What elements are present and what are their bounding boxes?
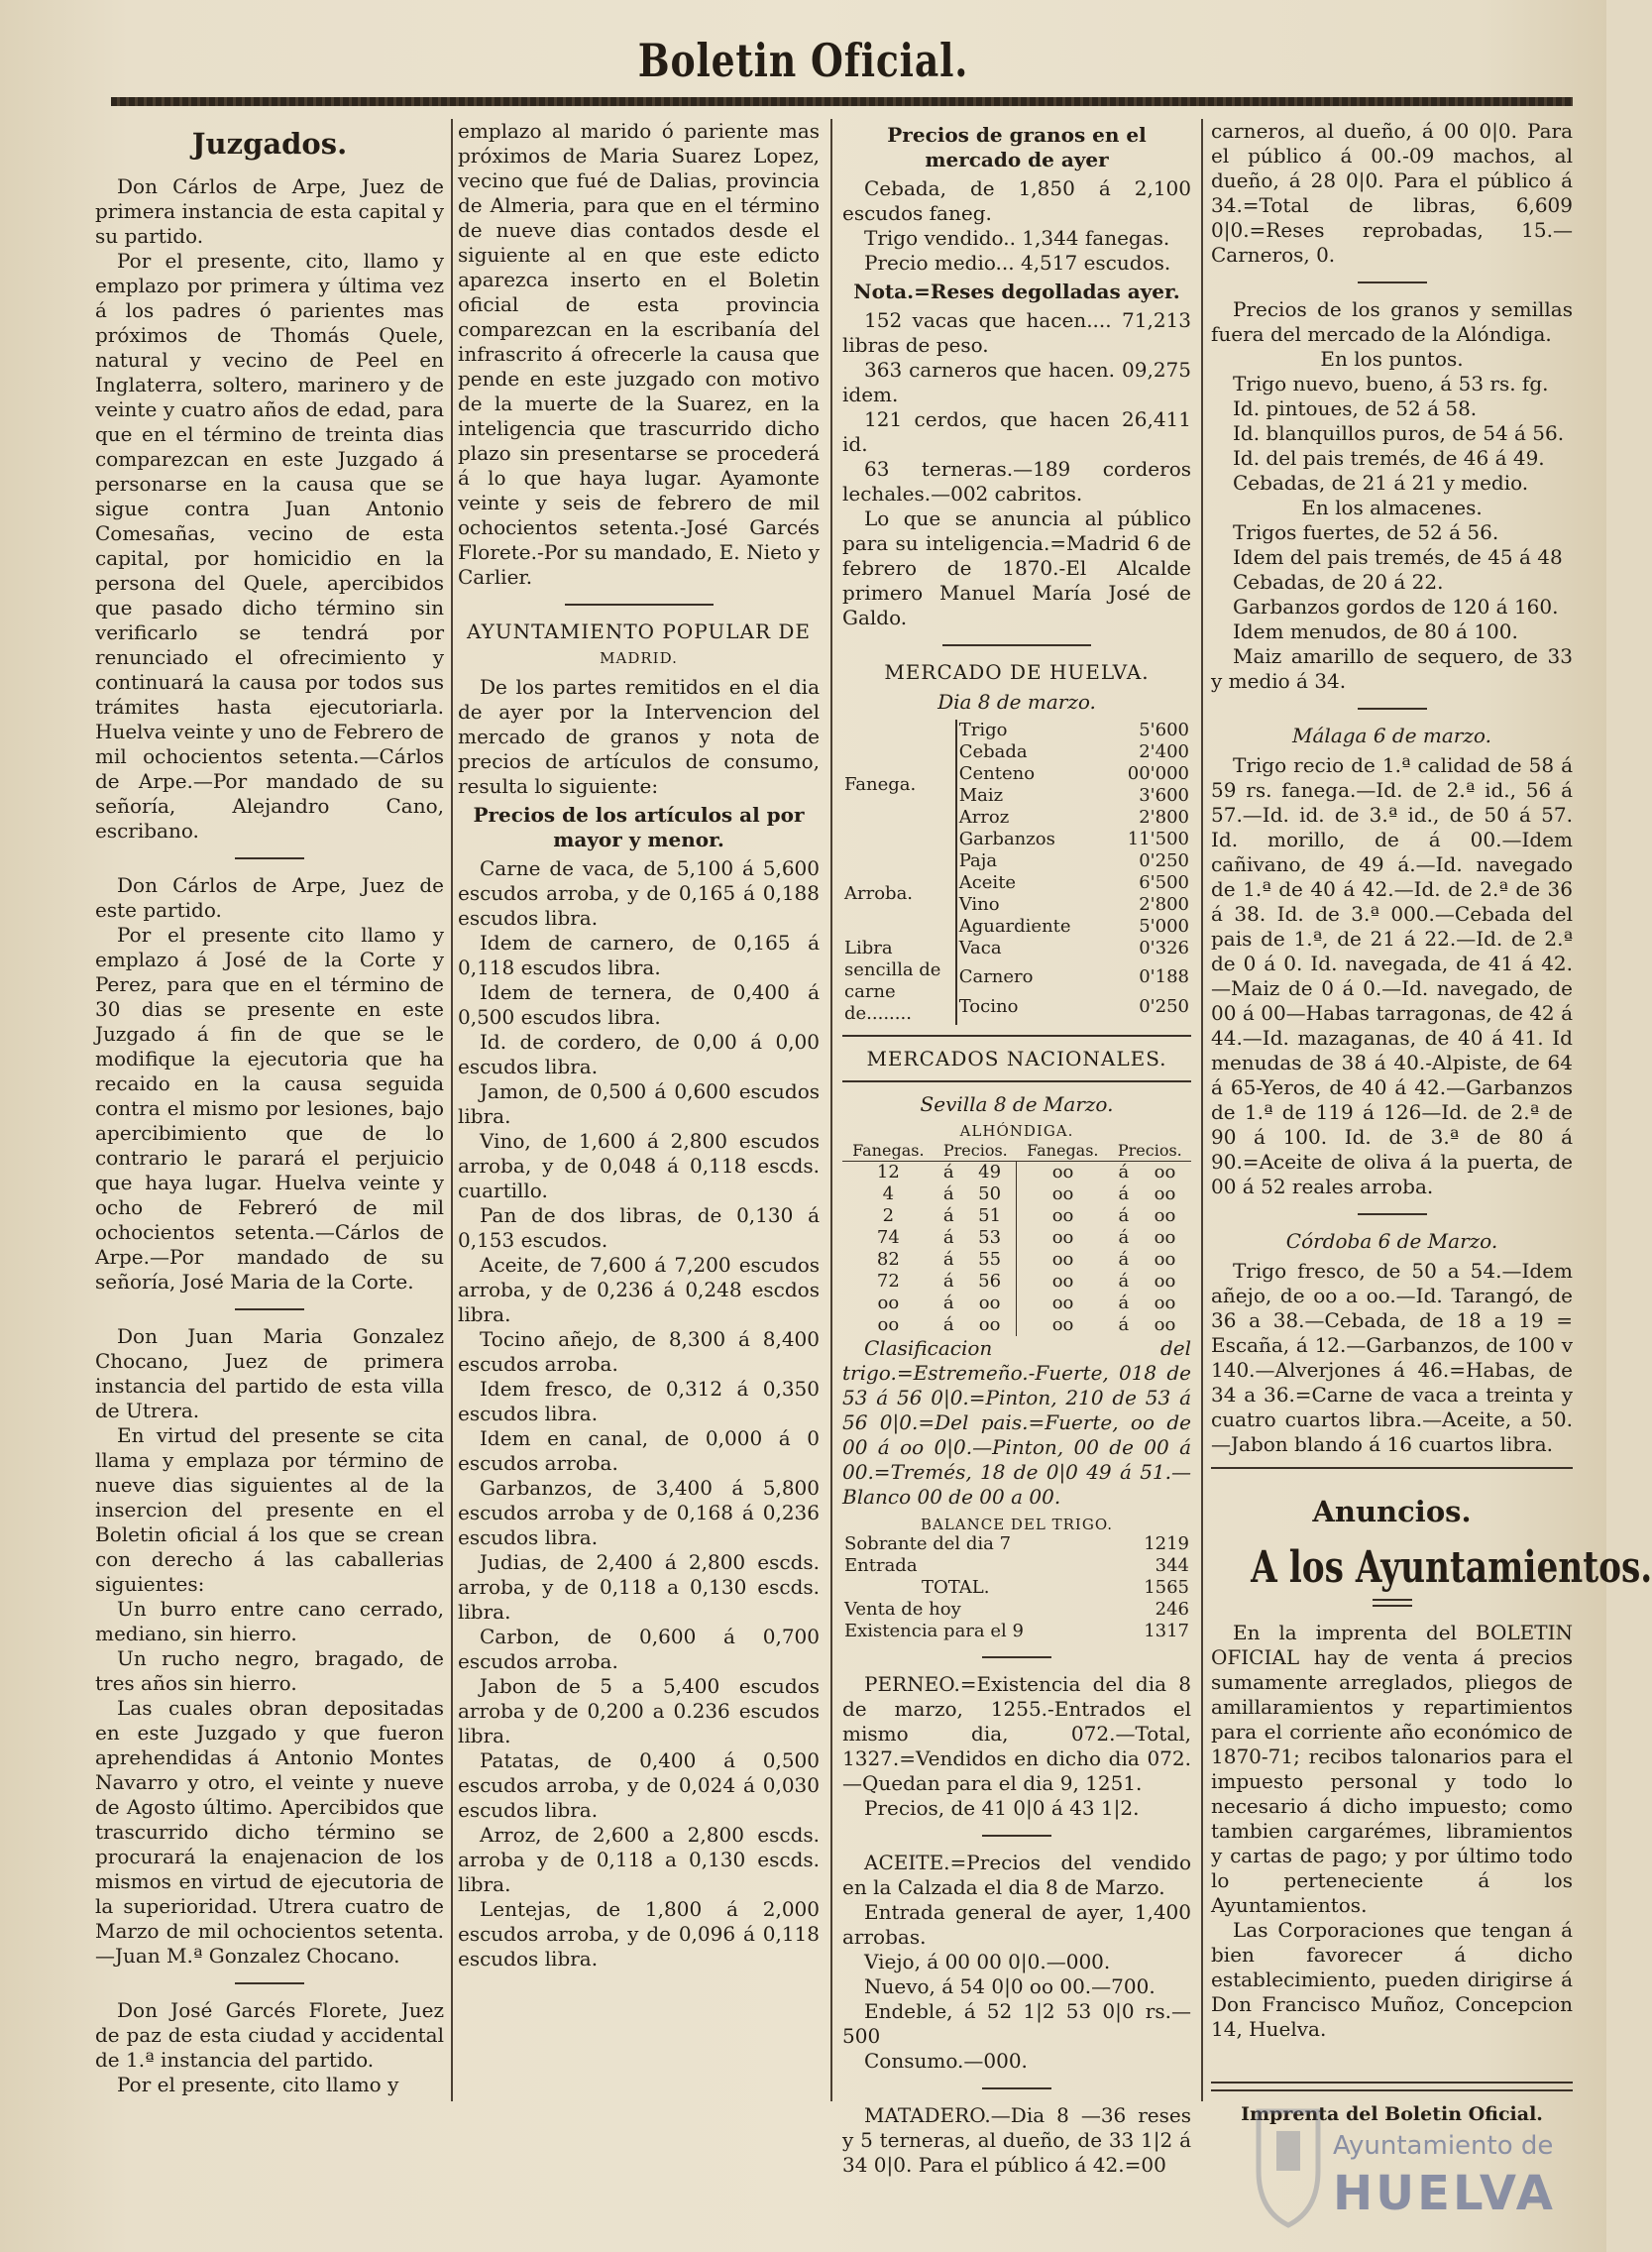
- alhondiga-cell: á: [1118, 1314, 1130, 1335]
- balance-value: 1565: [1144, 1577, 1189, 1598]
- ayuntamiento-intro: De los partes remitidos en el dia de ayer por la Intervencion del mercado de granos y nota de precios de artículos de consumo, resulta lo siguiente:: [458, 675, 820, 798]
- alhondiga-cell: oo: [1154, 1271, 1176, 1292]
- aceite-item: Endeble, á 52 1|2 53 0|0 rs.—500: [842, 1999, 1191, 2048]
- alhondiga-cell: oo: [1154, 1314, 1176, 1335]
- alhondiga-cell: á: [1118, 1162, 1130, 1182]
- price-line: Idem del pais tremés, de 45 á 48: [1233, 545, 1563, 569]
- huelva-market-heading: MERCADO DE HUELVA.: [884, 660, 1150, 684]
- alhondiga-cell: 49: [978, 1162, 1002, 1182]
- market-price: 11'500: [1127, 829, 1189, 849]
- market-item: Aceite: [956, 872, 1090, 894]
- balance-heading: BALANCE DEL TRIGO.: [920, 1516, 1114, 1533]
- price-list: [458, 856, 820, 1971]
- market-price: 0'250: [1139, 995, 1189, 1017]
- balance-row: [842, 1555, 1191, 1577]
- edict-4-body: Por el presente, cito llamo y: [117, 2073, 399, 2096]
- alhondiga-cell: á: [942, 1183, 954, 1204]
- almacenes-list: [1211, 520, 1573, 694]
- alhondiga-row: [842, 1271, 1191, 1293]
- divider: [842, 1080, 1191, 1082]
- alhondiga-cell: á: [1118, 1271, 1130, 1292]
- market-item: Paja: [956, 850, 1090, 872]
- market-item: Arroz: [956, 807, 1090, 829]
- alh-header: Fanegas.: [1017, 1140, 1109, 1162]
- alhondiga-cell: 53: [978, 1227, 1002, 1248]
- divider: [1358, 1213, 1427, 1215]
- cordoba-date: Córdoba 6 de Marzo.: [1285, 1229, 1498, 1253]
- alhondiga-cell: 55: [978, 1249, 1002, 1270]
- price-line: Id. pintoues, de 52 á 58.: [1233, 396, 1478, 420]
- balance-value: 246: [1155, 1599, 1189, 1620]
- column-divider: [1201, 119, 1203, 2101]
- alhondiga-cell: oo: [877, 1314, 900, 1335]
- ayuntamiento-city: MADRID.: [600, 649, 678, 667]
- divider: [842, 1035, 1191, 1037]
- market-unit: Arroba.: [844, 883, 914, 904]
- alhondiga-cell: 50: [978, 1183, 1002, 1204]
- alhondiga-cell: á: [942, 1205, 954, 1226]
- divider: [565, 604, 714, 606]
- price-item: Idem en canal, de 0,000 á 0 escudos arroba.: [458, 1426, 820, 1475]
- alh-header: Precios.: [935, 1140, 1017, 1162]
- price-item: Lentejas, de 1,800 á 2,000 escudos arroba, y de 0,096 á 0,118 escudos libra.: [458, 1897, 820, 1970]
- edict-3-body: En virtud del presente se cita llama y emplaza por término de nueve dias siguientes al de la insercion del presente en el Boletin oficial á los que se crean con derecho á las caballerias siguientes:: [95, 1423, 444, 1596]
- price-item: Idem fresco, de 0,312 á 0,350 escudos libra.: [458, 1377, 820, 1425]
- market-row: [842, 720, 1191, 741]
- edict-2-heading: Don Cárlos de Arpe, Juez de este partido.: [95, 873, 444, 922]
- price-line: Idem menudos, de 80 á 100.: [1233, 619, 1518, 643]
- edict-1-body: Por el presente, cito, llamo y emplazo por primera y última vez á los padres ó parientes mas próximos de Thomás Quele, natural y vecino de Peel en Inglaterra, soltero, marinero y de veinte y cuatro años de edad, para que en el término de treinta dias comparezcan en este Juzgado á personarse en la causa que se sigue contra Juan Antonio Comesañas, vecino de esta capital, por homicidio en la persona del Quele, apercibidos que pasado dicho término sin verificarlo se tendrá por renunciado el ofrecimiento y continuará la causa por todos sus trámites hasta ejecutoriarla. Huelva veinte y uno de Febrero de mil ochocientos setenta.—Cárlos de Arpe.—Por mandado de su señoría, Alejandro Cano, escribano.: [95, 249, 444, 843]
- precios-heading: Precios de los artículos al por mayor y menor.: [473, 803, 805, 851]
- price-item: Aceite, de 7,600 á 7,200 escudos arroba, y de 0,236 á 0,248 escdos libra.: [458, 1253, 820, 1326]
- watermark-line-2: HUELVA: [1333, 2166, 1556, 2221]
- matadero-line: MATADERO.—Dia 8 —36 reses y 5 terneras, al dueño, de 33 1|2 á 34 0|0. Para el público á 42.=00: [842, 2103, 1191, 2177]
- watermark-line-1: Ayuntamiento de: [1333, 2131, 1554, 2161]
- market-unit: Fanega.: [844, 774, 917, 795]
- aceite-entrada: Entrada general de ayer, 1,400 arrobas.: [842, 1900, 1191, 1949]
- puntos-list: [1211, 372, 1573, 496]
- alhondiga-cell: á: [942, 1249, 954, 1270]
- market-price: 2'800: [1139, 894, 1189, 915]
- alhondiga-cell: 4: [882, 1183, 895, 1204]
- alhondiga-cell: á: [942, 1314, 954, 1335]
- alhondiga-cell: oo: [978, 1293, 1001, 1313]
- price-item: Pan de dos libras, de 0,130 á 0,153 escudos.: [458, 1203, 820, 1252]
- alhondiga-cell: oo: [1017, 1183, 1109, 1205]
- balance-value: 1219: [1144, 1533, 1189, 1554]
- balance-label: TOTAL.: [922, 1577, 990, 1598]
- alhondiga-cell: oo: [877, 1293, 900, 1313]
- alhondiga-cell: oo: [1154, 1205, 1176, 1226]
- market-price: 0'326: [1139, 938, 1189, 958]
- alhondiga-cell: oo: [1154, 1227, 1176, 1248]
- edict-4-continuation: emplazo al marido ó pariente mas próximos de Maria Suarez Lopez, vecino que fué de Dalias, provincia de Almeria, para que en el término de nueve dias contados desde el siguiente al en que este edicto aparezca inserto en el Boletin oficial de esta provincia comparezcan en la escribanía del infrascrito á ofrecerle la causa que pende en este juzgado con motivo de la muerte de la Suarez, en la inteligencia que trascurrido dicho plazo sin presentarse se procederá á lo que haya lugar. Ayamonte veinte y seis de febrero de mil ochocientos setenta.-José Garcés Florete.-Por su mandado, E. Nieto y Carlier.: [458, 119, 820, 589]
- alhondiga-cell: 74: [876, 1227, 900, 1248]
- granos-heading: Precios de granos en el mercado de ayer: [887, 123, 1147, 171]
- market-item: Centeno: [956, 763, 1090, 785]
- precio-medio: Precio medio... 4,517 escudos.: [864, 251, 1171, 275]
- clasificacion-trigo: Clasificacion del trigo.=Estremeño.-Fuerte, 018 de 53 á 56 0|0.=Pinton, 210 de 53 á 56 0|0.=Del pais.=Fuerte, oo de 00 á oo 0|0.—Pinton, 00 de 00 á 00.=Tremés, 18 de 0|0 49 á 51.—Blanco 00 de 00 a 00.: [842, 1336, 1191, 1509]
- alhondiga-cell: á: [942, 1227, 954, 1248]
- balance-value: 1317: [1144, 1621, 1189, 1641]
- divider: [1211, 1467, 1573, 1469]
- juzgados-heading: Juzgados.: [191, 127, 348, 161]
- price-item: Tocino añejo, de 8,300 á 8,400 escudos arroba.: [458, 1327, 820, 1376]
- price-item: Arroz, de 2,600 a 2,800 escds. arroba y de 0,118 a 0,130 escds. libra.: [458, 1823, 820, 1896]
- price-line: Maiz amarillo de sequero, de 33 y medio á 34.: [1211, 644, 1573, 693]
- alhondiga-row: [842, 1293, 1191, 1314]
- market-price: 6'500: [1139, 872, 1189, 893]
- balance-value: 344: [1155, 1555, 1189, 1576]
- price-item: Vino, de 1,600 á 2,800 escudos arroba, y de 0,048 á 0,118 escds. cuartillo.: [458, 1129, 820, 1202]
- alhondiga-cell: 82: [876, 1249, 900, 1270]
- edict-3-item: Un rucho negro, bragado, de tres años sin hierro.: [95, 1646, 444, 1695]
- aceite-item: Nuevo, á 54 0|0 oo 00.—700.: [864, 1974, 1156, 1998]
- alhondiga-cell: á: [942, 1162, 954, 1182]
- balance-row: [842, 1621, 1191, 1642]
- alhondiga-cell: oo: [1154, 1162, 1176, 1182]
- aceite-line: ACEITE.=Precios del vendido en la Calzada el dia 8 de Marzo.: [842, 1851, 1191, 1899]
- market-item: Vino: [956, 894, 1090, 916]
- price-item: Judias, de 2,400 á 2,800 escds. arroba, y de 0,118 a 0,130 escds. libra.: [458, 1550, 820, 1624]
- carneros-line: 363 carneros que hacen. 09,275 idem.: [842, 358, 1191, 406]
- aceite-item: Viejo, á 00 00 0|0.—000.: [864, 1950, 1111, 1973]
- alhondiga-cell: oo: [1017, 1162, 1109, 1184]
- balance-row: [842, 1577, 1191, 1599]
- malaga-prices: Trigo recio de 1.ª calidad de 58 á 59 rs. fanega.—Id. de 2.ª id., 56 á 57.—Id. id. de 3.ª id., de 50 á 57. Id. morillo, de á 00.—Idem cañivano, de 49 á.—Id. navegado de 1.ª de 40 á 42.—Id. de 2.ª de 36 á 38. Id. de 3.ª 000.—Cebada del pais de 1.ª, de 21 á 22.—Id. de 2.ª de 0 á 0. Id. navegada, de 41 á 42.—Maiz de 0 á 0.—Id. navegado, de 00 á 00—Habas tarragonas, de 42 á 44.—Id. mazaganas, de 40 á 41. Id menudas de 38 á 40.-Alpiste, de 64 á 65-Yeros, de 40 á 42.—Garbanzos de 1.ª de 119 á 126—Id. de 2.ª de 90 á 100. Id. de 3.ª de 80 á 90.=Aceite de oliva á la puerta, de 00 á 52 reales arroba.: [1211, 753, 1573, 1198]
- market-price: 00'000: [1127, 763, 1189, 784]
- divider: [235, 1982, 304, 1984]
- price-item: Carne de vaca, de 5,100 á 5,600 escudos arroba, y de 0,165 á 0,188 escudos libra.: [458, 856, 820, 930]
- alhondiga-cell: oo: [1017, 1227, 1109, 1249]
- alhondiga-cell: oo: [1154, 1249, 1176, 1270]
- price-item: Idem de ternera, de 0,400 á 0,500 escudos libra.: [458, 980, 820, 1029]
- alhondiga-row: [842, 1205, 1191, 1227]
- edict-3-closing: Las cuales obran depositadas en este Juzgado y que fueron aprehendidas á Antonio Montes Navarro y otro, el veinte y nueve de Agosto último. Apercibidos que trascurrido dicho término se procurará la enajenacion de los mismos en virtud de ejecutoria de la superioridad. Utrera cuatro de Marzo de mil ochocientos setenta.—Juan M.ª Gonzalez Chocano.: [95, 1696, 444, 1968]
- matadero-continuation: carneros, al dueño, á 00 0|0. Para el público á 00.-09 machos, al dueño, á 28 0|0. Para el público á 34.=Total de libras, 6,609 0|0.=Reses reprobadas, 15.—Carneros, 0.: [1211, 119, 1573, 267]
- alhondiga-cell: á: [942, 1293, 954, 1313]
- price-item: Jabon de 5 a 5,400 escudos arroba y de 0,200 a 0.236 escudos libra.: [458, 1674, 820, 1747]
- edict-1-heading: Don Cárlos de Arpe, Juez de primera instancia de esta capital y su partido.: [95, 174, 444, 248]
- alhondiga-cell: á: [942, 1271, 954, 1292]
- price-line: Cebadas, de 21 á 21 y medio.: [1233, 471, 1529, 495]
- terneras-line: 63 terneras.—189 corderos lechales.—002 cabritos.: [842, 457, 1191, 506]
- ayuntamientos-heading: A los Ayuntamientos.: [1251, 1542, 1652, 1593]
- divider: [235, 1308, 304, 1310]
- alhondiga-row: [842, 1249, 1191, 1271]
- almacenes-heading: En los almacenes.: [1301, 496, 1483, 519]
- balance-label: Existencia para el 9: [844, 1621, 1024, 1641]
- alhondiga-row: [842, 1227, 1191, 1249]
- column-3: [842, 119, 1191, 2178]
- alhondiga-cell: á: [1118, 1227, 1130, 1248]
- edict-3-heading: Don Juan Maria Gonzalez Chocano, Juez de primera instancia del partido de esta villa de Utrera.: [95, 1324, 444, 1422]
- alhondiga-row: [842, 1314, 1191, 1336]
- alhondiga-cell: á: [1118, 1249, 1130, 1270]
- market-item: Aguardiente: [956, 916, 1090, 938]
- column-2: [458, 119, 820, 1971]
- aceite-item: Consumo.—000.: [864, 2049, 1028, 2073]
- alhondiga-cell: á: [1118, 1293, 1130, 1313]
- market-unit: Libra sencilla de carne de........: [844, 938, 941, 1024]
- ayuntamientos-body: En la imprenta del BOLETIN OFICIAL hay de venta á precios sumamente arreglados, pliegos de amillaramientos y repartimientos para el corriente año económico de 1870-71; recibos talonarios para el impuesto personal y todo lo necesario á dicho impuesto; como tambien cargarémes, libramientos y cartas de pago; y por último todo lo perteneciente á los Ayuntamientos.: [1211, 1621, 1573, 1917]
- alh-header: Precios.: [1109, 1140, 1191, 1162]
- alhondiga-cell: oo: [1017, 1271, 1109, 1293]
- anuncios-heading: Anuncios.: [1312, 1495, 1472, 1528]
- alhondiga-cell: á: [1118, 1183, 1130, 1204]
- price-item: Jamon, de 0,500 á 0,600 escudos libra.: [458, 1079, 820, 1128]
- alhondiga-cell: 51: [978, 1205, 1002, 1226]
- market-price: 0'188: [1139, 966, 1189, 988]
- anuncia-line: Lo que se anuncia al público para su inteligencia.=Madrid 6 de febrero de 1870.-El Alcalde primero Manuel María José de Galdo.: [842, 507, 1191, 629]
- price-item: Id. de cordero, de 0,00 á 0,00 escudos libra.: [458, 1030, 820, 1078]
- column-1: [95, 119, 444, 2097]
- huelva-market-date: Dia 8 de marzo.: [937, 690, 1096, 714]
- alhondiga-row: [842, 1162, 1191, 1184]
- alhondiga-cell: oo: [1017, 1314, 1109, 1336]
- market-item: Vaca: [956, 938, 1090, 966]
- imprenta-footer: Imprenta del Boletin Oficial.: [1241, 2103, 1543, 2125]
- cordoba-prices: Trigo fresco, de 50 a 54.—Idem añejo, de oo a oo.—Id. Tarangó, de 36 a 38.—Cebada, de 18 a 19 = Escaña, á 12.—Garbanzos, de 100 v 140.—Alverjones á 46.=Habas, de 34 a 36.=Carne de vaca a treinta y cuatro cuartos libra.—Aceite, a 50.—Jabon blando á 16 cuartos libra.: [1211, 1259, 1573, 1456]
- price-item: Carbon, de 0,600 á 0,700 escudos arroba.: [458, 1625, 820, 1673]
- market-row: [842, 938, 1191, 966]
- balance-label: Sobrante del dia 7: [844, 1533, 1012, 1554]
- edict-3-item: Un burro entre cano cerrado, mediano, sin hierro.: [95, 1597, 444, 1645]
- alhondiga-heading: ALHÓNDIGA.: [959, 1122, 1074, 1140]
- alhondiga-cell: oo: [1154, 1293, 1176, 1313]
- divider: [982, 1835, 1051, 1837]
- edict-2-body: Por el presente cito llamo y emplazo á José de la Corte y Perez, para que en el término de 30 dias se presente en este Juzgado á fin de que se le modifique la ejecutoria que ha recaido en la causa seguida contra el mismo por lesiones, bajo apercibimiento que de lo contrario le parará el perjuicio que haya lugar. Huelva veinte y ocho de Febreró de mil ochocientos setenta.—Cárlos de Arpe.—Por mandado de su señoría, José Maria de la Corte.: [95, 923, 444, 1294]
- alhondiga-cell: oo: [1017, 1249, 1109, 1271]
- alhondiga-cell: oo: [1154, 1183, 1176, 1204]
- perneo-precios: Precios, de 41 0|0 á 43 1|2.: [864, 1796, 1140, 1820]
- price-line: Id. del pais tremés, de 46 á 49.: [1233, 446, 1545, 470]
- balance-label: Venta de hoy: [844, 1599, 961, 1620]
- divider: [1358, 708, 1427, 710]
- divider: [1358, 282, 1427, 283]
- column-divider: [451, 119, 453, 2101]
- price-item: Idem de carnero, de 0,165 á 0,118 escudos libra.: [458, 931, 820, 979]
- balance-row: [842, 1599, 1191, 1621]
- balance-table: [842, 1533, 1191, 1642]
- price-line: Trigos fuertes, de 52 á 56.: [1233, 520, 1499, 544]
- trigo-vendido: Trigo vendido.. 1,344 fanegas.: [864, 226, 1170, 250]
- divider: [235, 857, 304, 859]
- market-price: 5'000: [1139, 916, 1189, 937]
- cerdos-line: 121 cerdos, que hacen 26,411 id.: [842, 407, 1191, 456]
- alhondiga-table: [842, 1140, 1191, 1336]
- market-row: [842, 850, 1191, 872]
- ayuntamiento-heading: AYUNTAMIENTO POPULAR DE: [466, 619, 812, 643]
- market-price: 2'800: [1139, 807, 1189, 828]
- alhondiga-cell: á: [1118, 1205, 1130, 1226]
- divider: [942, 644, 1091, 646]
- alhondiga-cell: 56: [978, 1271, 1002, 1292]
- alhondiga-cell: 2: [882, 1205, 895, 1226]
- market-price: 0'250: [1139, 850, 1189, 871]
- price-line: Garbanzos gordos de 120 á 160.: [1233, 595, 1559, 619]
- nota-heading: Nota.=Reses degolladas ayer.: [853, 280, 1180, 303]
- ayuntamientos-contact: Las Corporaciones que tengan á bien favorecer á dicho establecimiento, pueden dirigirse á Don Francisco Muñoz, Concepcion 14, Huelva.: [1211, 1918, 1573, 2041]
- edict-4-heading: Don José Garcés Florete, Juez de paz de esta ciudad y accidental de 1.ª instancia del partido.: [95, 1998, 444, 2072]
- market-item: Garbanzos: [956, 829, 1090, 850]
- price-line: Trigo nuevo, bueno, á 53 rs. fg.: [1233, 372, 1549, 395]
- price-line: Id. blanquillos puros, de 54 á 56.: [1233, 421, 1565, 445]
- nacionales-heading: MERCADOS NACIONALES.: [866, 1047, 1167, 1070]
- alhondiga-cell: 72: [876, 1271, 900, 1292]
- market-item: Cebada: [956, 741, 1090, 763]
- alhondiga-cell: oo: [1017, 1293, 1109, 1314]
- price-item: Garbanzos, de 3,400 á 5,800 escudos arroba y de 0,168 á 0,236 escudos libra.: [458, 1476, 820, 1549]
- masthead-rule: [111, 97, 1573, 106]
- huelva-market-table: [842, 720, 1191, 1025]
- market-item: Carnero: [956, 966, 1090, 995]
- alhondiga-row: [842, 1183, 1191, 1205]
- balance-row: [842, 1533, 1191, 1555]
- malaga-date: Málaga 6 de marzo.: [1292, 724, 1491, 747]
- market-price: 3'600: [1139, 785, 1189, 806]
- market-price: 2'400: [1139, 741, 1189, 762]
- divider: [982, 2087, 1051, 2089]
- market-item: Tocino: [956, 996, 1090, 1025]
- puntos-heading: En los puntos.: [1320, 347, 1464, 371]
- alhondiga-cell: oo: [978, 1314, 1001, 1335]
- column-4: [1211, 119, 1652, 2125]
- cebada-line: Cebada, de 1,850 á 2,100 escudos faneg.: [842, 176, 1191, 225]
- price-line: Cebadas, de 20 á 22.: [1233, 570, 1444, 594]
- sevilla-date: Sevilla 8 de Marzo.: [920, 1092, 1114, 1116]
- market-item: Maiz: [956, 785, 1090, 807]
- price-item: Patatas, de 0,400 á 0,500 escudos arroba, y de 0,024 á 0,030 escudos libra.: [458, 1748, 820, 1822]
- alh-header: Fanegas.: [842, 1140, 935, 1162]
- market-price: 5'600: [1139, 720, 1189, 740]
- divider: [982, 1656, 1051, 1658]
- balance-label: Entrada: [844, 1555, 918, 1576]
- perneo-line: PERNEO.=Existencia del dia 8 de marzo, 1255.-Entrados el mismo dia, 072.—Total, 1327.=Vendidos en dicho dia 072.—Quedan para el dia 9, 1251.: [842, 1672, 1191, 1795]
- fuera-heading: Precios de los granos y semillas fuera del mercado de la Alóndiga.: [1211, 297, 1573, 346]
- double-rule: [1373, 1599, 1412, 1607]
- reses-line: 152 vacas que hacen.... 71,213 libras de peso.: [842, 308, 1191, 357]
- market-item: Trigo: [956, 720, 1090, 741]
- alhondiga-cell: oo: [1017, 1205, 1109, 1227]
- masthead-title: Boletin Oficial.: [637, 34, 969, 87]
- footer-rule: [1211, 2082, 1573, 2091]
- column-divider: [830, 119, 832, 2101]
- alhondiga-cell: 12: [876, 1162, 900, 1182]
